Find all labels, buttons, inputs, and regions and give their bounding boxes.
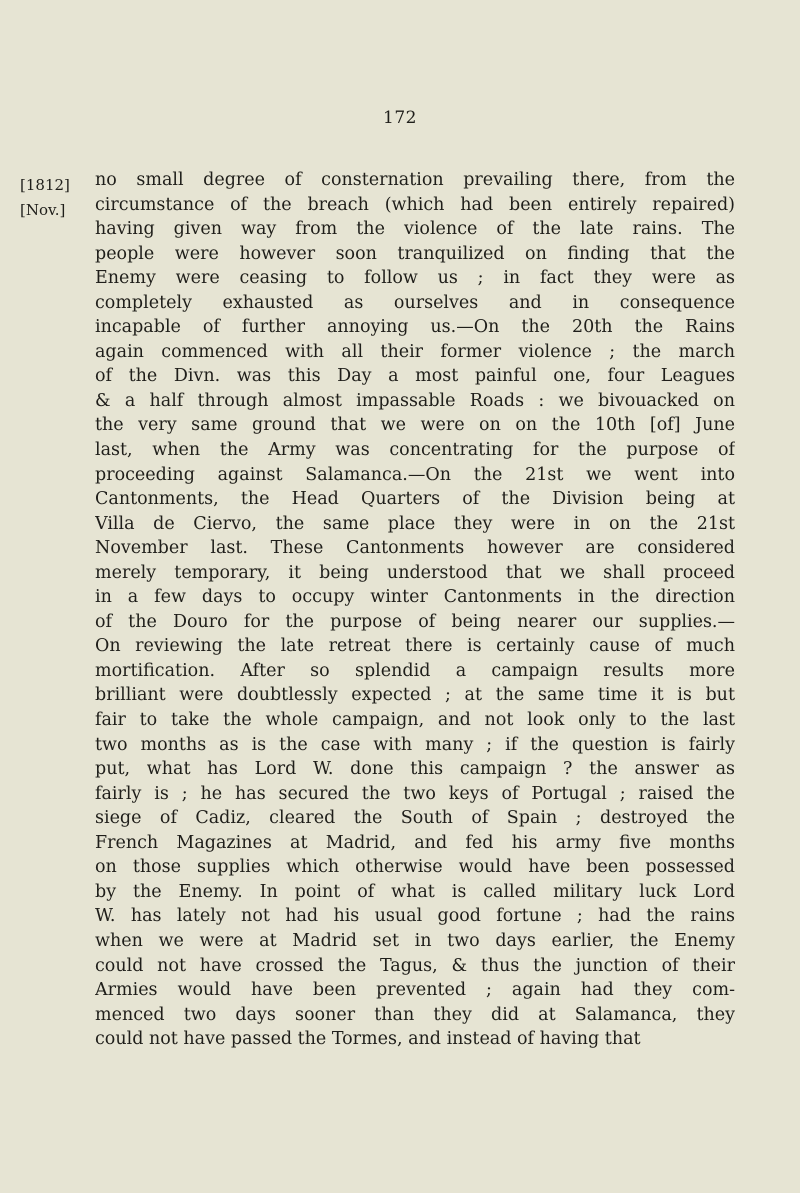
text-line: Villa de Ciervo, the same place they were in on the 21st — [95, 513, 735, 534]
text-line: brilliant were doubtlessly expected ; at the same time it is but — [95, 685, 735, 706]
text-line: when we were at Madrid set in two days earlier, the Enemy — [95, 930, 735, 951]
text-line: incapable of further annoying us.—On the 20th the Rains — [95, 317, 735, 338]
text-line: completely exhausted as ourselves and in consequence — [95, 292, 735, 313]
text-line: merely temporary, it being understood that we shall proceed — [95, 562, 735, 583]
text-line: again commenced with all their former violence ; the march — [95, 341, 735, 362]
text-line: by the Enemy. In point of what is called military luck Lord — [95, 881, 735, 902]
text-line: having given way from the violence of the late rains. The — [95, 219, 735, 240]
text-line: circumstance of the breach (which had been entirely repaired) — [95, 194, 735, 215]
text-line: could not have passed the Tormes, and instead of having that — [95, 1029, 641, 1050]
text-line: W. has lately not had his usual good fortune ; had the rains — [95, 906, 735, 927]
text-line: Enemy were ceasing to follow us ; in fact they were as — [95, 268, 735, 289]
text-line: the very same ground that we were on on the 10th [of] June — [95, 415, 735, 436]
text-line: of the Douro for the purpose of being nearer our supplies.— — [95, 611, 735, 632]
text-line: put, what has Lord W. done this campaign ? the answer as — [95, 759, 735, 780]
text-line: menced two days sooner than they did at Salamanca, they — [95, 1004, 735, 1025]
text-line: mortification. After so splendid a campaign results more — [95, 660, 735, 681]
margin-note-month: [Nov.] — [20, 201, 66, 219]
text-line: November last. These Cantonments however are considered — [95, 538, 735, 559]
margin-note-year: [1812] — [20, 176, 70, 194]
page-number: 172 — [383, 108, 417, 128]
text-line: fairly is ; he has secured the two keys of Portugal ; raised the — [95, 783, 735, 804]
text-line: of the Divn. was this Day a most painful one, four Leagues — [95, 366, 735, 387]
text-line: people were however soon tranquilized on finding that the — [95, 243, 735, 264]
text-line: no small degree of consternation prevailing there, from the — [95, 170, 735, 190]
text-line: On reviewing the late retreat there is certainly cause of much — [95, 636, 735, 657]
margin-notes — [20, 173, 70, 223]
text-line: proceeding against Salamanca.—On the 21st we went into — [95, 464, 735, 485]
text-line: on those supplies which otherwise would have been possessed — [95, 857, 735, 878]
text-line: Armies would have been prevented ; again had they com- — [95, 980, 735, 1001]
text-line: two months as is the case with many ; if the question is fairly — [95, 734, 735, 755]
text-line: in a few days to occupy winter Cantonments in the direction — [95, 587, 735, 608]
body-text — [95, 168, 735, 1052]
text-line: fair to take the whole campaign, and not look only to the last — [95, 710, 735, 731]
text-line: French Magazines at Madrid, and fed his army five months — [95, 832, 735, 853]
text-line: siege of Cadiz, cleared the South of Spain ; destroyed the — [95, 808, 735, 829]
text-line: Cantonments, the Head Quarters of the Division being at — [95, 489, 735, 510]
text-line: & a half through almost impassable Roads : we bivouacked on — [95, 390, 735, 411]
text-line: could not have crossed the Tagus, & thus the junction of their — [95, 955, 735, 976]
text-line: last, when the Army was concentrating for the purpose of — [95, 440, 735, 461]
